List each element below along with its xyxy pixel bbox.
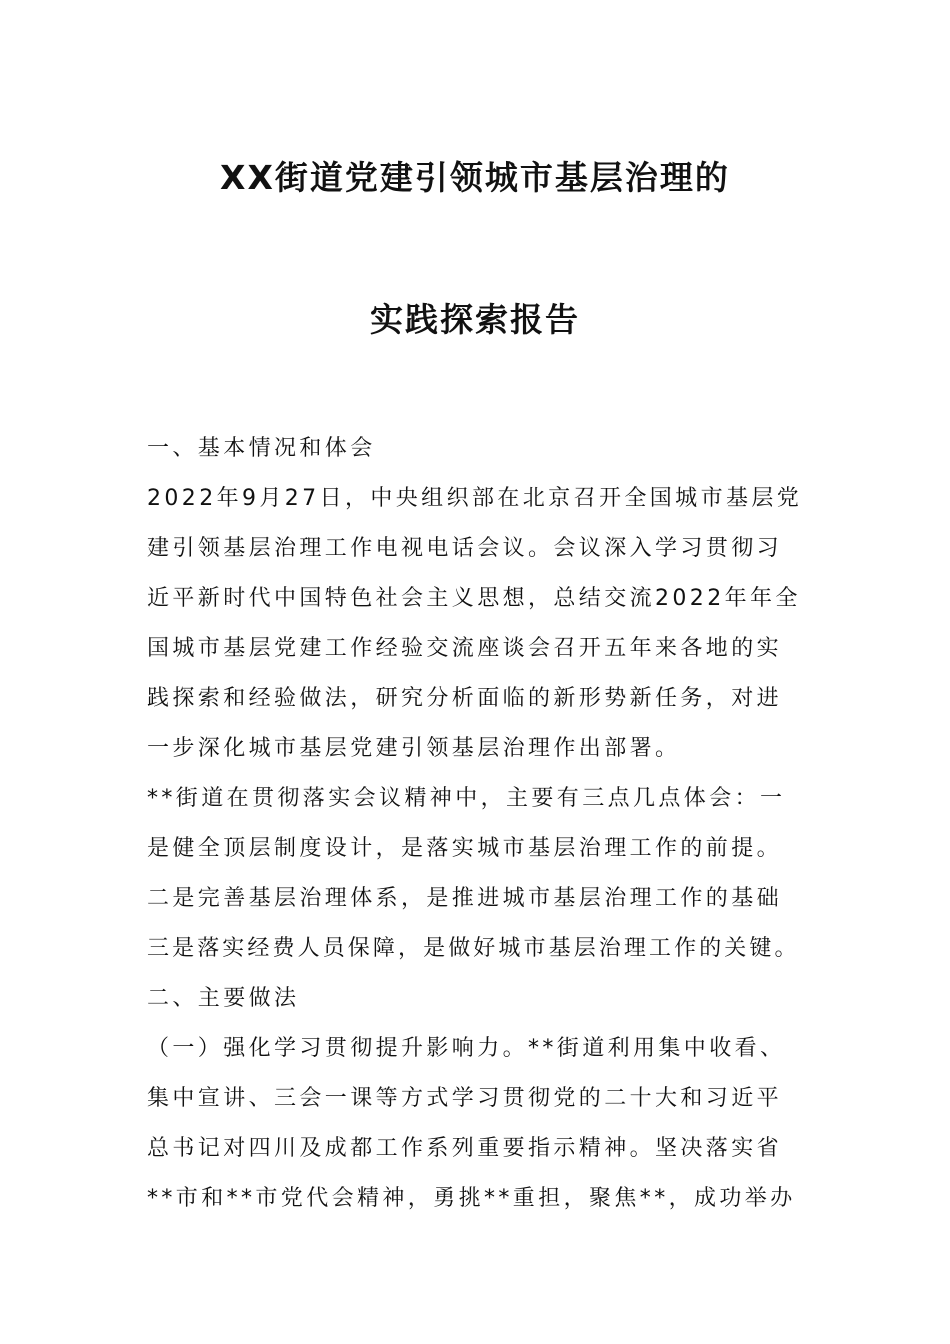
paragraph-line: 国城市基层党建工作经验交流座谈会召开五年来各地的实 bbox=[147, 636, 783, 661]
paragraph-line: 践探索和经验做法，研究分析面临的新形势新任务，对进 bbox=[147, 686, 783, 711]
paragraph-line: 三是落实经费人员保障，是做好城市基层治理工作的关键。 bbox=[147, 936, 800, 961]
paragraph-line: 总书记对四川及成都工作系列重要指示精神。坚决落实省 bbox=[147, 1136, 783, 1161]
document-title-line-2: 实践探索报告 bbox=[370, 300, 580, 339]
paragraph-line: 集中宣讲、三会一课等方式学习贯彻党的二十大和习近平 bbox=[147, 1086, 783, 1111]
document-title-line-1: XX街道党建引领城市基层治理的 bbox=[220, 158, 730, 197]
paragraph-line: 一步深化城市基层党建引领基层治理作出部署。 bbox=[147, 736, 681, 761]
paragraph-line: **街道在贯彻落实会议精神中，主要有三点几点体会：一 bbox=[147, 786, 786, 811]
paragraph-line: 二是完善基层治理体系，是推进城市基层治理工作的基础 bbox=[147, 886, 783, 911]
paragraph-line: 建引领基层治理工作电视电话会议。会议深入学习贯彻习 bbox=[147, 536, 783, 561]
section-heading-main-practices: 二、主要做法 bbox=[147, 986, 300, 1011]
paragraph-line: 2022年9月27日，中央组织部在北京召开全国城市基层党 bbox=[147, 486, 803, 511]
paragraph-line: **市和**市党代会精神，勇挑**重担，聚焦**，成功举办 bbox=[147, 1186, 796, 1211]
paragraph-line: （一）强化学习贯彻提升影响力。**街道利用集中收看、 bbox=[147, 1036, 786, 1061]
paragraph-line: 是健全顶层制度设计，是落实城市基层治理工作的前提。 bbox=[147, 836, 783, 861]
paragraph-line: 近平新时代中国特色社会主义思想，总结交流2022年年全 bbox=[147, 586, 801, 611]
section-heading-basic-situation: 一、基本情况和体会 bbox=[147, 436, 376, 461]
